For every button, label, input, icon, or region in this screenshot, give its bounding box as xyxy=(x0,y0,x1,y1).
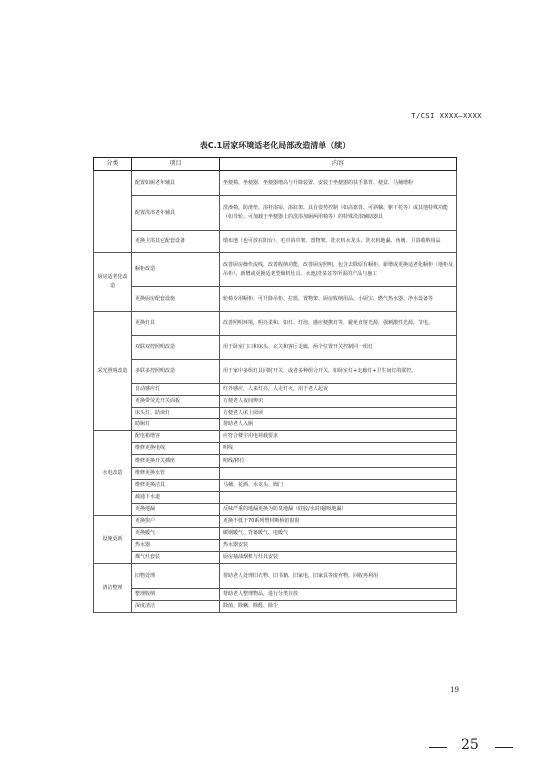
item-cell: 更换厨房配套设施 xyxy=(132,287,220,312)
item-cell: 自动感应灯 xyxy=(132,384,220,396)
category-cell xyxy=(94,171,132,253)
content-cell: 用于家中多组灯具同时开关，或者多种组合开关，如卧室灯+走廊灯+卫生间灯的联控。 xyxy=(220,360,457,384)
category-cell: 清洁整理 xyxy=(94,564,132,613)
table-row xyxy=(94,384,457,396)
table-row xyxy=(94,540,457,552)
item-cell: 疏通下水道 xyxy=(132,492,220,504)
item-cell: 更换暖气 xyxy=(132,528,220,540)
content-cell: 红外感应，人来灯亮，人走灯灭，用于老人起夜 xyxy=(220,384,457,396)
item-cell: 维修更换水管 xyxy=(132,468,220,480)
content-cell: 热水器安装 xyxy=(220,540,457,552)
table-row xyxy=(94,231,457,253)
content-cell xyxy=(220,468,457,480)
content-cell: 墩布池（也可放在阳台）、毛巾浴巾架、置物架、洗衣机水龙头、洗衣机地漏、角阀、卫浴收纳用品 xyxy=(220,231,457,253)
item-cell: 维修更换电线 xyxy=(132,443,220,455)
item-cell: 配置洗浴老年辅具 xyxy=(132,196,220,231)
item-cell: 多联多控照明改造 xyxy=(132,360,220,384)
category-cell: 厨房适老化改造 xyxy=(94,253,132,312)
content-cell: 马桶、花洒、水龙头、阀门 xyxy=(220,480,457,492)
item-cell: 更换地漏 xyxy=(132,504,220,516)
table-row xyxy=(94,395,457,407)
content-cell: 帮助老人整理物品，进行分类存放 xyxy=(220,589,457,601)
category-cell: 水电改造 xyxy=(94,431,132,516)
category-cell: 设施更新 xyxy=(94,516,132,564)
table-row xyxy=(94,480,457,492)
table-row xyxy=(94,589,457,601)
table-row xyxy=(94,468,457,480)
table-row xyxy=(94,419,457,431)
item-cell: 更换卫浴其它配套设备 xyxy=(132,231,220,253)
table-row xyxy=(94,455,457,468)
content-cell: 反味严重的地漏更换为防臭地漏（硅胶/水封/磁吸地漏） xyxy=(220,504,457,516)
content-cell: 厨房抽油烟机与灶具安装 xyxy=(220,552,457,564)
item-cell: 助厕灯 xyxy=(132,419,220,431)
content-cell: 洗澡椅、防滑垫、浴杆浴帘、浴缸架、具有姿势控制（如高靠背、可斜躺、躯干托等）或其他特殊功能（如导轮、可加载于坐便器上的洗浴加厕两用椅等）的特殊洗浴辅助器具 xyxy=(220,196,457,231)
content-cell: 用于卧室门口和床头、玄关和客厅走廊，两个位置开关控制同一组灯 xyxy=(220,336,457,360)
item-cell: 煤气灶套装 xyxy=(132,552,220,564)
table-row xyxy=(94,528,457,540)
content-cell: 坐便椅、坐便器、坐便器增高与升降装置、安装于坐便器的扶手靠背、便盆、马桶增粉 xyxy=(220,171,457,196)
item-cell: 维修更换开关插座 xyxy=(132,455,220,468)
table-row xyxy=(94,516,457,528)
content-cell: 帮助老人入厕 xyxy=(220,419,457,431)
table-row xyxy=(94,492,457,504)
content-cell: 更换不低于70系列塑材断桥铝窗窗 xyxy=(220,516,457,528)
dash-right xyxy=(495,747,513,748)
table-row xyxy=(94,287,457,312)
item-cell: 配置如厕老年辅具 xyxy=(132,171,220,196)
table-row xyxy=(94,552,457,564)
column-header-content: 内容 xyxy=(220,158,457,171)
content-cell: 明线 xyxy=(220,443,457,455)
table-row xyxy=(94,336,457,360)
item-cell: 热水器 xyxy=(132,540,220,552)
table-row xyxy=(94,196,457,231)
content-cell xyxy=(220,492,457,504)
table-row xyxy=(94,431,457,443)
dash-left xyxy=(429,747,447,748)
content-cell: 轮椅专用橱柜、可升降吊柜、拉篮、置物架、厨房收纳用品、小厨宝、燃气热水器、净水设备等 xyxy=(220,287,457,312)
page-number-small: 19 xyxy=(450,686,459,694)
content-cell: 方便老人夜间辨识 xyxy=(220,395,457,407)
item-cell: 更换带荧光开关面板 xyxy=(132,395,220,407)
content-cell: 方便老人床上阅读 xyxy=(220,407,457,419)
standard-code: T/CSI XXXX—XXXX xyxy=(411,112,482,120)
table-header-row xyxy=(94,158,457,171)
item-cell: 双联双控照明改造 xyxy=(132,336,220,360)
table-row xyxy=(94,504,457,516)
table-row xyxy=(94,407,457,419)
renovation-table xyxy=(93,157,457,613)
table-row xyxy=(94,312,457,336)
table-row xyxy=(94,171,457,196)
content-cell: 明线/移位 xyxy=(220,455,457,468)
page-number-large: 25 xyxy=(461,737,479,753)
item-cell: 整理收纳 xyxy=(132,589,220,601)
table-row xyxy=(94,360,457,384)
content-cell: 应符合楼宇用电荷载要求 xyxy=(220,431,457,443)
item-cell: 橱柜改造 xyxy=(132,253,220,287)
item-cell: 深度清洁 xyxy=(132,601,220,613)
column-header-category: 分类 xyxy=(94,158,132,171)
item-cell: 更换灯具 xyxy=(132,312,220,336)
column-header-item: 项目 xyxy=(132,158,220,171)
item-cell: 更换窗户 xyxy=(132,516,220,528)
table-title: 表C.1居家环境适老化局部改造清单（续） xyxy=(199,141,351,150)
item-cell: 维修更换洁具 xyxy=(132,480,220,492)
content-cell: 帮助老人处理旧衣物、旧书籍、旧家电、旧家具等废弃物，回收再利用 xyxy=(220,564,457,589)
page-number-footer xyxy=(429,738,519,756)
category-cell: 采光照明改造 xyxy=(94,312,132,431)
item-cell: 旧物处理 xyxy=(132,564,220,589)
table-row xyxy=(94,253,457,287)
content-cell: 改善照明环境，明亮柔和，如灯、灯泡、感应便携灯等，避免直射光源，强刺激性光源，节电。 xyxy=(220,312,457,336)
content-cell: 除菌、除螨、除醛、除尘 xyxy=(220,601,457,613)
item-cell: 配电箱增容 xyxy=(132,431,220,443)
table-row xyxy=(94,601,457,613)
table-row xyxy=(94,443,457,455)
table-row xyxy=(94,564,457,589)
item-cell: 床头灯、助读灯 xyxy=(132,407,220,419)
content-cell: 碳钢暖气、背篓暖气、电暖气 xyxy=(220,528,457,540)
content-cell: 改善厨房操作流线，改善收纳功能，改善厨房照明，包含去除原有橱柜、新增或更换适老化橱柜（地柜及吊柜）、新增或更换适老型烟机灶具、水池/洗菜盆等所需的产品与施工 xyxy=(220,253,457,287)
